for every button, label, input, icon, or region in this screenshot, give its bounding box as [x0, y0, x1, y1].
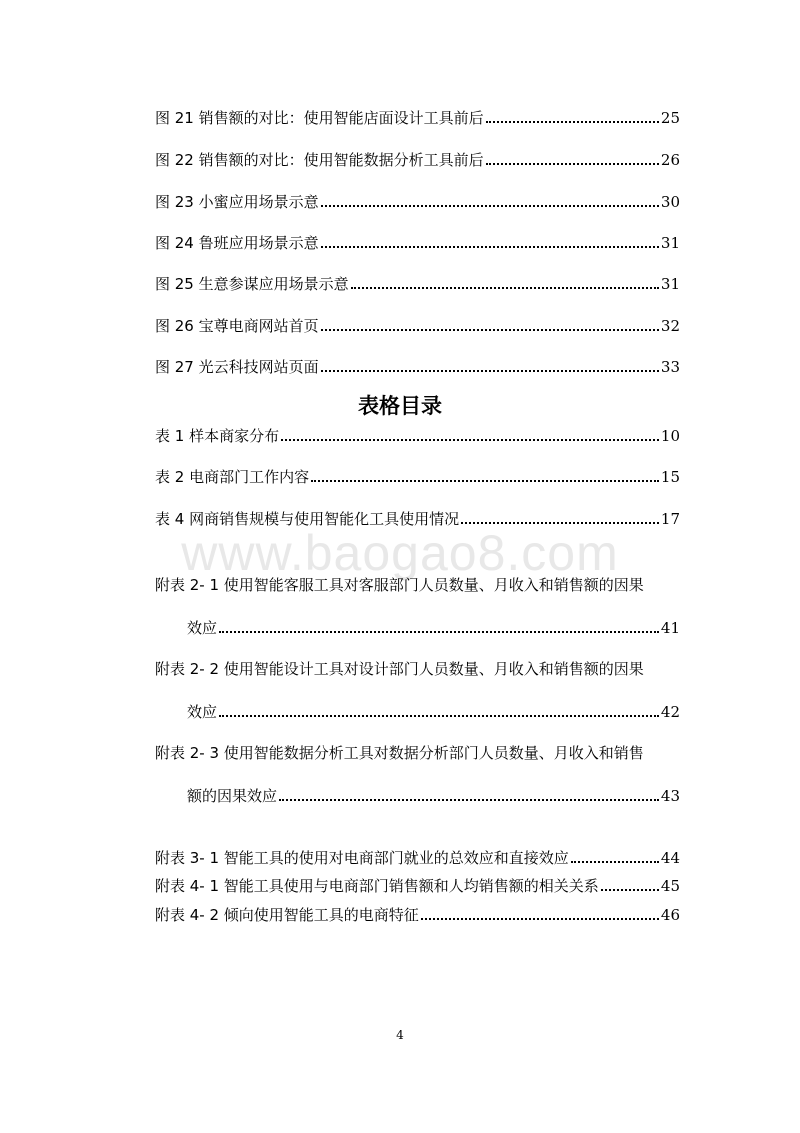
dot-leader [351, 287, 659, 289]
toc-entry-appendix-2-3[interactable] [187, 786, 680, 806]
toc-entry-figure-23[interactable] [155, 192, 680, 212]
toc-entry-label: 附表 4- 1 智能工具使用与电商部门销售额和人均销售额的相关关系 [155, 877, 599, 895]
toc-entry-table-1[interactable] [155, 426, 680, 446]
toc-entry-appendix-2-2[interactable] [187, 702, 680, 722]
toc-entry-page: 46 [660, 906, 680, 924]
toc-entry-page: 41 [660, 619, 680, 637]
toc-entry-label: 附表 4- 2 倾向使用智能工具的电商特征 [155, 906, 419, 924]
toc-entry-figure-27[interactable] [155, 357, 680, 377]
toc-entry-label: 图 22 销售额的对比：使用智能数据分析工具前后 [155, 151, 484, 169]
toc-entry-table-2[interactable] [155, 467, 680, 487]
dot-leader [486, 163, 659, 165]
toc-entry-label: 图 24 鲁班应用场景示意 [155, 234, 319, 252]
dot-leader [601, 889, 659, 891]
toc-entry-page: 26 [660, 151, 680, 169]
toc-entry-figure-24[interactable] [155, 233, 680, 253]
page-number: 4 [396, 1028, 404, 1042]
dot-leader [321, 329, 659, 331]
toc-entry-label: 图 26 宝尊电商网站首页 [155, 317, 319, 335]
toc-entry-page: 31 [660, 275, 680, 293]
toc-entry-page: 30 [660, 193, 680, 211]
toc-appendix-line1[interactable]: 附表 2- 2 使用智能设计工具对设计部门人员数量、月收入和销售额的因果 [155, 660, 644, 678]
toc-entry-label: 图 25 生意参谋应用场景示意 [155, 275, 349, 293]
toc-entry-figure-25[interactable] [155, 274, 680, 294]
toc-entry-label: 图 27 光云科技网站页面 [155, 358, 319, 376]
toc-entry-page: 31 [660, 234, 680, 252]
dot-leader [321, 246, 659, 248]
dot-leader [486, 121, 659, 123]
toc-appendix-line1[interactable]: 附表 2- 1 使用智能客服工具对客服部门人员数量、月收入和销售额的因果 [155, 576, 644, 594]
toc-entry-page: 42 [660, 703, 680, 721]
dot-leader [279, 799, 659, 801]
toc-entry-page: 32 [660, 317, 680, 335]
dot-leader [219, 631, 659, 633]
toc-entry-label: 效应 [187, 703, 218, 721]
dot-leader [461, 522, 659, 524]
toc-entry-page: 17 [660, 510, 680, 528]
toc-entry-page: 44 [660, 849, 680, 867]
toc-entry-page: 43 [660, 787, 680, 805]
toc-entry-page: 15 [660, 468, 680, 486]
toc-entry-label: 图 23 小蜜应用场景示意 [155, 193, 319, 211]
toc-entry-page: 45 [660, 877, 680, 895]
toc-entry-label: 附表 3- 1 智能工具的使用对电商部门就业的总效应和直接效应 [155, 849, 569, 867]
section-heading: 表格目录 [358, 394, 442, 418]
toc-entry-label: 额的因果效应 [187, 787, 278, 805]
toc-entry-appendix-4-2[interactable] [155, 905, 680, 925]
toc-entry-label: 效应 [187, 619, 218, 637]
toc-entry-label: 表 1 样本商家分布 [155, 427, 280, 445]
toc-entry-appendix-3-1[interactable] [155, 848, 680, 868]
toc-entry-figure-21[interactable] [155, 108, 680, 128]
toc-entry-label: 表 2 电商部门工作内容 [155, 468, 310, 486]
toc-entry-page: 25 [660, 109, 680, 127]
dot-leader [321, 370, 659, 372]
dot-leader [421, 918, 659, 920]
toc-entry-page: 33 [660, 358, 680, 376]
watermark-text: www.baogao8.com [181, 525, 619, 581]
toc-entry-figure-22[interactable] [155, 150, 680, 170]
toc-entry-figure-26[interactable] [155, 316, 680, 336]
dot-leader [311, 480, 659, 482]
dot-leader [281, 439, 659, 441]
toc-entry-label: 图 21 销售额的对比：使用智能店面设计工具前后 [155, 109, 484, 127]
toc-entry-appendix-2-1[interactable] [187, 618, 680, 638]
dot-leader [571, 861, 659, 863]
toc-appendix-line1[interactable]: 附表 2- 3 使用智能数据分析工具对数据分析部门人员数量、月收入和销售 [155, 744, 644, 762]
toc-entry-page: 10 [660, 427, 680, 445]
toc-entry-label: 表 4 网商销售规模与使用智能化工具使用情况 [155, 510, 460, 528]
toc-entry-appendix-4-1[interactable] [155, 876, 680, 896]
dot-leader [321, 205, 659, 207]
dot-leader [219, 715, 659, 717]
